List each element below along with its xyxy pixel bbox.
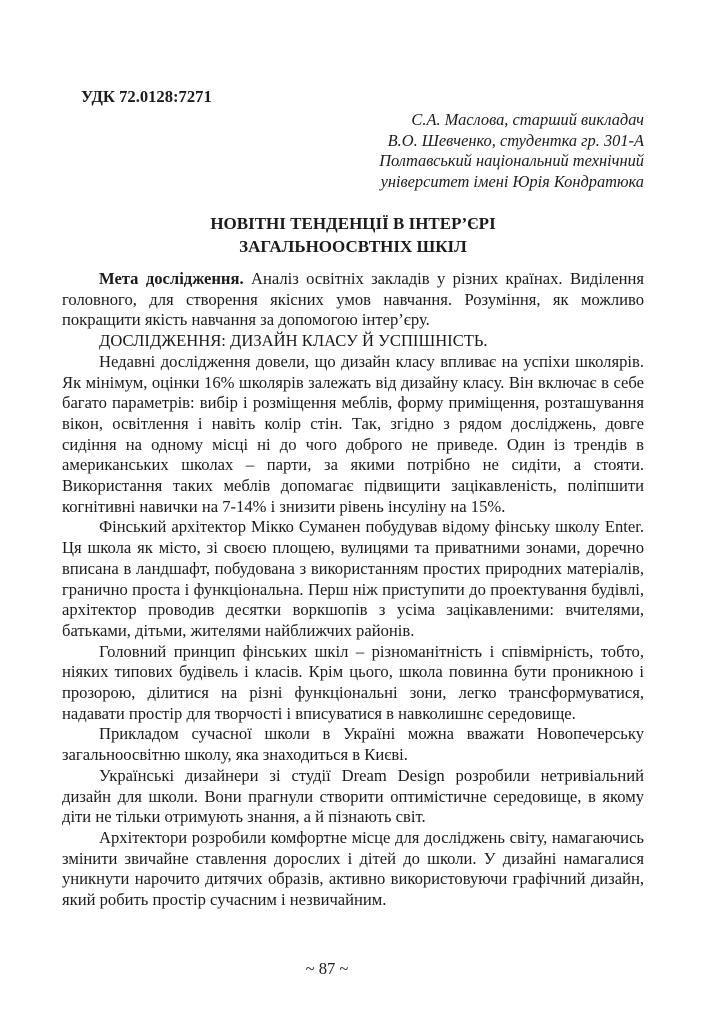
paragraph-research-goal	[62, 269, 644, 331]
page-number: ~ 87 ~	[305, 959, 349, 978]
paragraph: Фінський архітектор Мікко Суманен побудував відому фінську школу Enter. Ця школа як місто, зі своєю площею, вулицями та приватними зонами, доречно вписана в ландшафт, побудована з використанням простих природних матеріалів, гранично проста і функціональна. Перш ніж приступити до проектування будівлі, архітектор проводив десятки воркшопів з усіма зацікавленими: вчителями, батьками, дітьми, жителями найближчих районів.	[62, 517, 644, 640]
paragraph-lead-bold: Мета дослідження.	[99, 269, 244, 288]
author-block	[62, 110, 644, 192]
paragraph: Архітектори розробили комфортне місце для досліджень світу, намагаючись змінити звичайне ставлення дорослих і дітей до школи. У дизайні намагалися уникнути нарочито дитячих образів, активно використовуючи графічний дизайн, який робить простір сучасним і незвичайним.	[62, 827, 644, 910]
article-body	[62, 269, 644, 911]
paragraph-lead-rest: Аналіз освітніх закладів у різних країнах. Виділення головного, для створення якісних умов навчання. Розуміння, як можливо покращити якість навчання за допомогою інтер’єру.	[62, 269, 644, 330]
udc-code: УДК 72.0128:7271	[81, 87, 212, 106]
paragraph: Недавні дослідження довели, що дизайн класу впливає на успіхи школярів. Як мінімум, оцінки 16% школярів залежать від дизайну класу. Він включає в себе багато параметрів: вибір і розміщення меблів, форму приміщення, розташування вікон, освітлення і навіть колір стін. Так, згідно з рядом досліджень, довге сидіння на одному місці ні до чого доброго не приведе. Один із трендів в американських школах – парти, за якими потрібно не сидіти, а стояти. Використання таких меблів допомагає підвищити зацікавленість, поліпшити когнітивні навички на 7-14% і знизити рівень інсуліну на 15%.	[62, 351, 644, 516]
article-title-line-1: НОВІТНІ ТЕНДЕНЦІЇ В ІНТЕР’ЄРІ	[210, 214, 496, 233]
article-title-line-2: ЗАГАЛЬНООСВТНІХ ШКІЛ	[239, 237, 467, 256]
author-line: С.А. Маслова, старший викладач	[411, 110, 644, 129]
paragraph: Прикладом сучасної школи в Україні можна вважати Новопечерську загальноосвітню школу, яка знаходиться в Києві.	[62, 724, 644, 765]
affiliation-line: університет імені Юрія Кондратюка	[380, 171, 644, 191]
affiliation-line: Полтавський національний технічний	[379, 151, 644, 170]
article-title	[62, 212, 644, 258]
author-line: В.О. Шевченко, студентка гр. 301-А	[387, 130, 644, 150]
paragraph: Українські дизайнери зі студії Dream Design розробили нетривіальний дизайн для школи. Вони прагнули створити оптимістичне середовище, в якому діти не тільки отримують знання, а й пізнають світ.	[62, 765, 644, 827]
section-heading-line: ДОСЛІДЖЕННЯ: ДИЗАЙН КЛАСУ Й УСПІШНІСТЬ.	[99, 331, 488, 351]
paragraph: Головний принцип фінських шкіл – різноманітність і співмірність, тобто, ніяких типових будівель і класів. Крім цього, школа повинна бути проникною і прозорою, ділитися на різні функціональні зони, легко трансформуватися, надавати простір для творчості і вписуватися в навколишнє середовище.	[62, 641, 644, 723]
page-content	[62, 86, 644, 911]
